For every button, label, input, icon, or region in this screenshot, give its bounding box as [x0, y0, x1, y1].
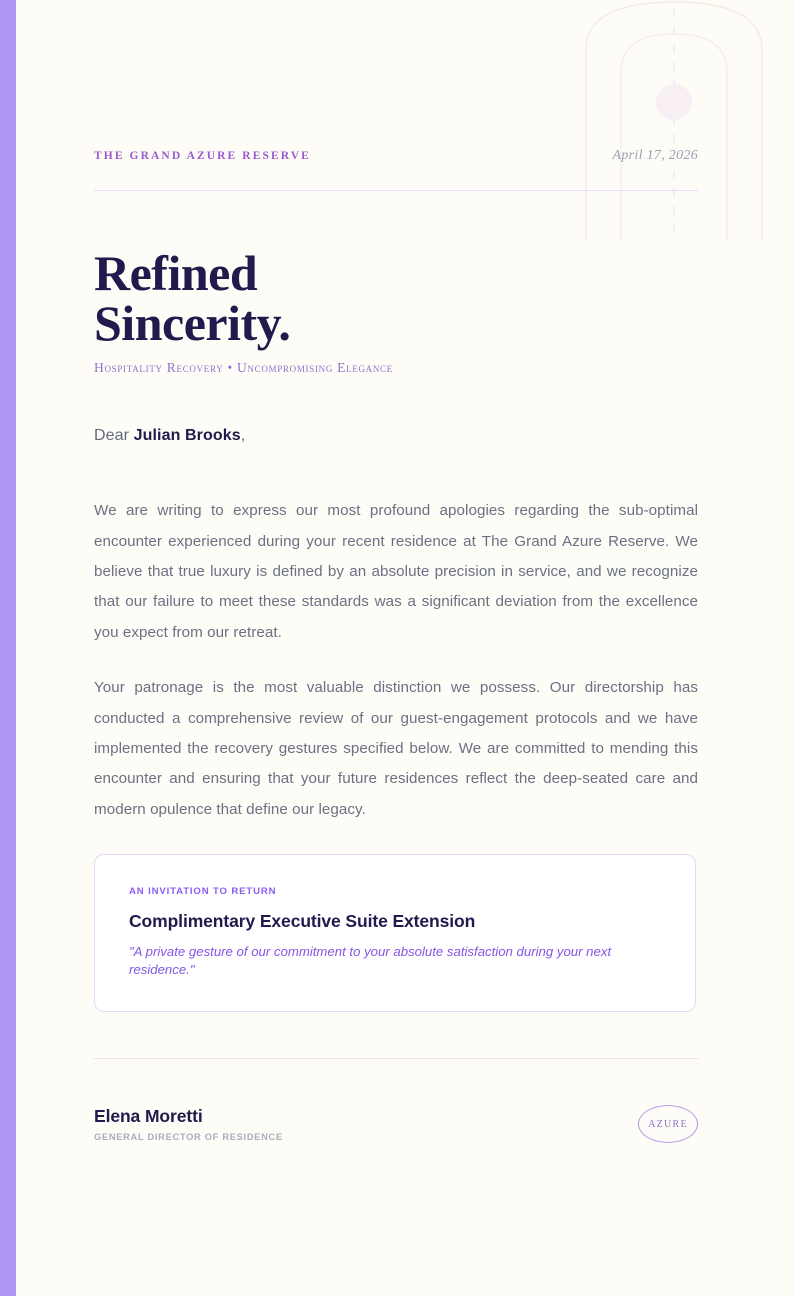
signer-identity [94, 1106, 283, 1142]
salutation [94, 427, 245, 445]
letter-sheet [94, 0, 698, 1296]
page-title [94, 245, 698, 351]
headline-kicker: Hospitality Recovery • Uncompromising Elegance [94, 360, 393, 375]
salutation-suffix: , [240, 427, 246, 444]
body-paragraph-2: Your patronage is the most valuable distinction we possess. Our directorship has conducted a comprehensive review of our guest-engagement protocols and we have implemented the recovery gestures specified below. We are committed to mending this encounter and ensuring that your future residences reflect the deep-seated care and modern opulence that define our legacy. [94, 679, 698, 818]
signoff-divider [94, 1058, 698, 1059]
signer-role: GENERAL DIRECTOR OF RESIDENCE [94, 1132, 283, 1142]
signer-name: Elena Moretti [94, 1106, 203, 1126]
offer-note: "A private gesture of our commitment to your absolute satisfaction during your next residence." [129, 944, 612, 977]
header-divider [94, 190, 698, 191]
salutation-prefix: Dear [94, 427, 130, 444]
offer-card[interactable] [94, 854, 696, 1012]
offer-title: Complimentary Executive Suite Extension [129, 911, 476, 931]
letterhead [94, 148, 698, 164]
masthead [94, 245, 698, 376]
azure-seal-stamp [638, 1105, 698, 1143]
body-paragraph-1: We are writing to express our most profound apologies regarding the sub-optimal encounter experienced during your recent residence at The Grand Azure Reserve. We believe that true luxury is defined by an absolute precision in service, and we recognize that our failure to meet these standards was a significant deviation from the excellence you expect from our retreat. [94, 502, 698, 641]
brand-name: THE GRAND AZURE RESERVE [94, 150, 311, 162]
headline-line-1: Refined [94, 245, 258, 301]
offer-eyebrow-label: AN INVITATION TO RETURN [129, 886, 277, 897]
seal-label: AZURE [648, 1118, 688, 1130]
headline-line-2: Sincerity. [94, 295, 291, 351]
recipient-name: Julian Brooks [133, 427, 241, 444]
signoff-block [94, 1105, 698, 1143]
issue-date: April 17, 2026 [612, 148, 698, 163]
left-accent-stripe [0, 0, 16, 1296]
